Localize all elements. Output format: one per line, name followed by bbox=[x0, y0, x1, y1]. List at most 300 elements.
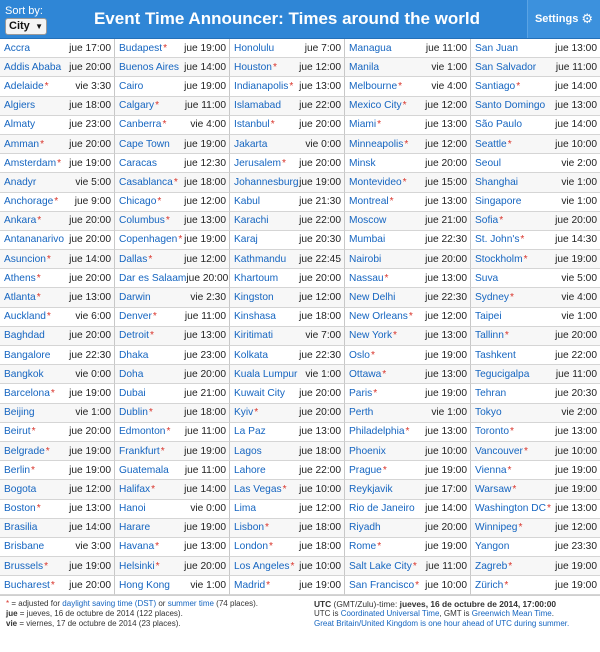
dst-star-marker: * bbox=[412, 560, 417, 572]
city-link[interactable] bbox=[349, 503, 415, 514]
dst-prefix: = adjusted for bbox=[11, 599, 61, 609]
local-time: jue 13:00 bbox=[555, 42, 597, 54]
dst-star-marker: * bbox=[36, 503, 41, 515]
dst-star-marker: * bbox=[148, 407, 153, 419]
table-cell bbox=[471, 384, 600, 403]
city-link[interactable] bbox=[234, 139, 267, 150]
city-link[interactable] bbox=[119, 177, 178, 188]
city-link[interactable] bbox=[4, 350, 50, 361]
city-link[interactable] bbox=[119, 215, 170, 226]
city-name: Reykjavik bbox=[349, 483, 393, 495]
city-link[interactable] bbox=[4, 158, 61, 169]
table-cell bbox=[345, 423, 471, 442]
city-link[interactable] bbox=[475, 62, 536, 73]
table-cell bbox=[471, 461, 600, 480]
city-link[interactable] bbox=[349, 350, 375, 361]
city-link[interactable] bbox=[234, 446, 262, 457]
local-time: jue 20:00 bbox=[186, 272, 229, 284]
city-link[interactable] bbox=[234, 254, 286, 265]
dst-star-marker: * bbox=[155, 100, 160, 112]
table-cell bbox=[471, 557, 600, 576]
city-link[interactable] bbox=[349, 311, 413, 322]
city-name: Salt Lake City bbox=[349, 560, 412, 572]
city-link[interactable] bbox=[475, 311, 502, 322]
local-time: jue 14:00 bbox=[425, 503, 467, 515]
city-name: Los Angeles bbox=[234, 560, 290, 572]
city-link[interactable] bbox=[119, 254, 152, 265]
city-link[interactable] bbox=[349, 369, 386, 380]
local-time: vie 4:00 bbox=[561, 292, 597, 304]
city-link[interactable] bbox=[4, 561, 48, 572]
city-name: Frankfurt bbox=[119, 445, 160, 457]
local-time: jue 18:00 bbox=[69, 100, 111, 112]
gmt-is: , GMT is bbox=[439, 609, 470, 619]
local-time: jue 10:00 bbox=[299, 560, 341, 572]
city-link[interactable] bbox=[4, 388, 55, 399]
local-time: jue 13:00 bbox=[69, 292, 111, 304]
city-link[interactable] bbox=[234, 350, 268, 361]
city-name: Darwin bbox=[119, 292, 151, 304]
dst-star-marker: * bbox=[160, 445, 165, 457]
local-time: jue 18:00 bbox=[184, 407, 226, 419]
dst-star-marker: * bbox=[518, 522, 523, 534]
city-link[interactable] bbox=[349, 62, 379, 73]
city-link[interactable] bbox=[349, 330, 397, 341]
dst-star-marker: * bbox=[272, 61, 277, 73]
city-name: Dallas bbox=[119, 253, 148, 265]
city-name: Montreal bbox=[349, 196, 389, 208]
local-time: jue 18:00 bbox=[299, 541, 341, 553]
city-name: Brisbane bbox=[4, 541, 45, 553]
table-cell bbox=[0, 365, 115, 384]
city-name: New Delhi bbox=[349, 292, 396, 304]
city-link[interactable] bbox=[4, 215, 41, 226]
city-link[interactable] bbox=[119, 311, 157, 322]
city-name: Washington DC bbox=[475, 503, 546, 515]
city-link[interactable] bbox=[475, 330, 509, 341]
local-time: jue 19:00 bbox=[555, 253, 597, 265]
city-link[interactable] bbox=[475, 503, 551, 514]
city-name: Denver bbox=[119, 311, 152, 323]
city-link[interactable] bbox=[475, 369, 529, 380]
city-link[interactable] bbox=[119, 541, 159, 552]
city-name: Stockholm bbox=[475, 253, 523, 265]
city-name: Mexico City bbox=[349, 100, 402, 112]
table-cell bbox=[115, 116, 230, 135]
city-link[interactable] bbox=[349, 177, 407, 188]
city-link[interactable] bbox=[4, 273, 41, 284]
city-link[interactable] bbox=[475, 139, 512, 150]
summer-time-link[interactable]: summer time bbox=[167, 599, 214, 609]
local-time: jue 14:30 bbox=[555, 234, 597, 246]
dst-star-marker: * bbox=[508, 560, 513, 572]
city-link[interactable] bbox=[119, 139, 170, 150]
city-link[interactable] bbox=[234, 158, 286, 169]
city-link[interactable] bbox=[119, 100, 159, 111]
city-link[interactable] bbox=[119, 407, 153, 418]
city-link[interactable] bbox=[4, 465, 35, 476]
city-link[interactable] bbox=[349, 119, 381, 130]
table-cell bbox=[230, 250, 345, 269]
table-cell bbox=[345, 212, 471, 231]
local-time: jue 17:00 bbox=[69, 42, 111, 54]
dst-star-marker: * bbox=[155, 541, 160, 553]
city-link[interactable] bbox=[234, 196, 260, 207]
city-link[interactable] bbox=[119, 81, 143, 92]
city-link[interactable] bbox=[234, 273, 278, 284]
city-link[interactable] bbox=[234, 580, 270, 591]
city-link[interactable] bbox=[349, 139, 408, 150]
local-time: jue 13:00 bbox=[425, 119, 467, 131]
city-name: Dublin bbox=[119, 407, 148, 419]
city-link[interactable] bbox=[475, 292, 514, 303]
city-name: Sofia bbox=[475, 215, 499, 227]
city-link[interactable] bbox=[475, 177, 518, 188]
city-link[interactable] bbox=[234, 177, 299, 188]
local-time: jue 13:00 bbox=[555, 100, 597, 112]
local-time: jue 20:00 bbox=[69, 330, 111, 342]
city-link[interactable] bbox=[4, 407, 35, 418]
settings-button[interactable] bbox=[527, 0, 600, 38]
table-cell bbox=[471, 480, 600, 499]
city-name: Boston bbox=[4, 503, 36, 515]
city-link[interactable] bbox=[119, 369, 143, 380]
table-cell bbox=[471, 404, 600, 423]
city-link[interactable] bbox=[475, 350, 516, 361]
city-link[interactable] bbox=[349, 254, 381, 265]
city-link[interactable] bbox=[234, 81, 293, 92]
city-link[interactable] bbox=[475, 254, 528, 265]
table-cell bbox=[471, 365, 600, 384]
dst-link[interactable]: daylight saving time (DST) bbox=[62, 599, 157, 609]
city-link[interactable] bbox=[475, 541, 509, 552]
city-link[interactable] bbox=[4, 580, 55, 591]
city-link[interactable] bbox=[475, 522, 522, 533]
city-link[interactable] bbox=[475, 119, 522, 130]
table-cell bbox=[345, 116, 471, 135]
city-link[interactable] bbox=[234, 311, 276, 322]
city-link[interactable] bbox=[475, 196, 521, 207]
city-link[interactable] bbox=[349, 541, 381, 552]
city-link[interactable] bbox=[349, 522, 381, 533]
city-link[interactable] bbox=[475, 407, 502, 418]
city-link[interactable] bbox=[234, 43, 274, 54]
dst-star-marker: * bbox=[166, 426, 171, 438]
city-link[interactable] bbox=[119, 273, 186, 284]
local-time: jue 13:00 bbox=[425, 196, 467, 208]
dst-star-marker: * bbox=[289, 80, 294, 92]
dst-star-marker: * bbox=[46, 253, 51, 265]
city-link[interactable] bbox=[119, 234, 182, 245]
table-cell bbox=[0, 442, 115, 461]
local-time: jue 19:00 bbox=[69, 387, 111, 399]
local-time: jue 19:00 bbox=[184, 42, 226, 54]
city-link[interactable] bbox=[349, 388, 377, 399]
city-link[interactable] bbox=[119, 580, 170, 591]
city-link[interactable] bbox=[234, 484, 287, 495]
table-cell bbox=[345, 308, 471, 327]
table-cell bbox=[115, 250, 230, 269]
table-cell bbox=[345, 288, 471, 307]
dst-or: or bbox=[158, 599, 166, 609]
table-cell bbox=[230, 308, 345, 327]
city-link[interactable] bbox=[4, 119, 35, 130]
city-link[interactable] bbox=[4, 541, 44, 552]
city-link[interactable] bbox=[349, 465, 387, 476]
sort-select[interactable] bbox=[5, 18, 47, 35]
city-link[interactable] bbox=[234, 561, 294, 572]
dst-star-marker: * bbox=[384, 272, 389, 284]
city-name: Beijing bbox=[4, 407, 35, 419]
table-cell bbox=[230, 97, 345, 116]
city-link[interactable] bbox=[475, 81, 520, 92]
city-link[interactable] bbox=[4, 100, 35, 111]
table-cell bbox=[471, 116, 600, 135]
city-name: Ankara bbox=[4, 215, 37, 227]
city-link[interactable] bbox=[234, 522, 269, 533]
local-time: jue 13:00 bbox=[555, 503, 597, 515]
city-name: Karachi bbox=[234, 215, 269, 227]
dst-star-marker: * bbox=[50, 387, 55, 399]
local-time: jue 13:00 bbox=[184, 541, 226, 553]
city-name: Philadelphia bbox=[349, 426, 405, 438]
city-link[interactable] bbox=[475, 561, 512, 572]
city-link[interactable] bbox=[349, 446, 386, 457]
city-link[interactable] bbox=[119, 561, 160, 572]
dst-star-marker: * bbox=[148, 253, 153, 265]
table-cell bbox=[115, 327, 230, 346]
city-link[interactable] bbox=[4, 254, 51, 265]
city-name: Calgary bbox=[119, 100, 155, 112]
city-link[interactable] bbox=[475, 43, 518, 54]
dst-star-marker: * bbox=[504, 330, 509, 342]
local-time: jue 12:00 bbox=[299, 503, 341, 515]
city-link[interactable] bbox=[119, 292, 151, 303]
local-time: jue 14:00 bbox=[555, 80, 597, 92]
city-link[interactable] bbox=[4, 43, 30, 54]
city-name: Helsinki bbox=[119, 560, 155, 572]
city-link[interactable] bbox=[349, 196, 394, 207]
dst-star-marker: * bbox=[523, 253, 528, 265]
city-link[interactable] bbox=[349, 484, 393, 495]
city-link[interactable] bbox=[119, 43, 167, 54]
city-link[interactable] bbox=[349, 580, 419, 591]
city-link[interactable] bbox=[475, 426, 514, 437]
city-link[interactable] bbox=[475, 446, 528, 457]
city-link[interactable] bbox=[234, 388, 285, 399]
city-link[interactable] bbox=[4, 503, 41, 514]
city-name: Kathmandu bbox=[234, 253, 287, 265]
city-link[interactable] bbox=[349, 273, 389, 284]
table-cell bbox=[0, 308, 115, 327]
dst-star-marker: * bbox=[509, 292, 514, 304]
city-link[interactable] bbox=[4, 292, 41, 303]
city-link[interactable] bbox=[349, 292, 395, 303]
city-link[interactable] bbox=[475, 273, 498, 284]
local-time: jue 22:00 bbox=[299, 100, 341, 112]
city-link[interactable] bbox=[349, 158, 376, 169]
local-time: jue 11:00 bbox=[184, 426, 226, 438]
city-link[interactable] bbox=[234, 215, 269, 226]
city-link[interactable] bbox=[349, 234, 385, 245]
city-link[interactable] bbox=[119, 484, 155, 495]
city-link[interactable] bbox=[119, 350, 148, 361]
table-cell bbox=[230, 135, 345, 154]
city-link[interactable] bbox=[234, 465, 266, 476]
city-name: Baghdad bbox=[4, 330, 45, 342]
city-link[interactable] bbox=[234, 503, 256, 514]
city-name: London bbox=[234, 541, 268, 553]
city-name: Rome bbox=[349, 541, 377, 553]
city-link[interactable] bbox=[4, 311, 51, 322]
city-name: Montevideo bbox=[349, 176, 402, 188]
city-link[interactable] bbox=[4, 196, 58, 207]
table-cell bbox=[345, 557, 471, 576]
table-cell bbox=[0, 384, 115, 403]
city-link[interactable] bbox=[234, 62, 277, 73]
city-link[interactable] bbox=[119, 158, 157, 169]
table-cell bbox=[115, 519, 230, 538]
city-link[interactable] bbox=[234, 234, 258, 245]
city-link[interactable] bbox=[119, 446, 165, 457]
city-link[interactable] bbox=[475, 580, 508, 591]
city-name: Santiago bbox=[475, 80, 516, 92]
city-name: Beirut bbox=[4, 426, 31, 438]
city-link[interactable] bbox=[4, 446, 50, 457]
city-link[interactable] bbox=[475, 484, 516, 495]
local-time: jue 20:00 bbox=[184, 560, 226, 572]
city-link[interactable] bbox=[234, 100, 281, 111]
city-link[interactable] bbox=[475, 158, 501, 169]
city-link[interactable] bbox=[4, 62, 61, 73]
city-name: San Francisco bbox=[349, 579, 415, 591]
city-link[interactable] bbox=[119, 503, 146, 514]
table-cell bbox=[345, 404, 471, 423]
table-cell bbox=[345, 154, 471, 173]
local-time: jue 20:00 bbox=[69, 426, 111, 438]
table-cell bbox=[230, 288, 345, 307]
dst-star-marker: * bbox=[31, 426, 36, 438]
table-cell bbox=[230, 576, 345, 595]
gb-summer-link[interactable]: Great Britain/United Kingdom is one hour ahead of UTC during summer. bbox=[314, 619, 570, 629]
city-link[interactable] bbox=[4, 234, 64, 245]
local-time: jue 20:00 bbox=[69, 272, 111, 284]
city-link[interactable] bbox=[4, 426, 36, 437]
city-link[interactable] bbox=[4, 369, 44, 380]
city-link[interactable] bbox=[475, 215, 503, 226]
local-time: jue 23:00 bbox=[184, 349, 226, 361]
table-cell bbox=[345, 39, 471, 58]
table-cell bbox=[345, 193, 471, 212]
city-name: Chicago bbox=[119, 196, 157, 208]
city-link[interactable] bbox=[4, 484, 36, 495]
city-link[interactable] bbox=[4, 522, 37, 533]
gmt-link[interactable]: Greenwich Mean Time bbox=[471, 609, 552, 619]
city-link[interactable] bbox=[349, 100, 407, 111]
city-link[interactable] bbox=[349, 43, 391, 54]
table-cell bbox=[0, 500, 115, 519]
local-time: jue 22:00 bbox=[299, 215, 341, 227]
city-link[interactable] bbox=[119, 62, 179, 73]
city-link[interactable] bbox=[234, 292, 274, 303]
city-link[interactable] bbox=[234, 119, 275, 130]
local-time: vie 1:00 bbox=[75, 407, 111, 419]
gmt-end: . bbox=[551, 609, 554, 619]
city-name: Caracas bbox=[119, 157, 157, 169]
city-name: Indianapolis bbox=[234, 80, 289, 92]
city-link[interactable] bbox=[4, 330, 45, 341]
city-name: Istanbul bbox=[234, 119, 270, 131]
city-link[interactable] bbox=[119, 119, 166, 130]
local-time: vie 3:00 bbox=[75, 541, 111, 553]
table-cell bbox=[0, 346, 115, 365]
dst-star-marker: * bbox=[152, 311, 157, 323]
city-name: Edmonton bbox=[119, 426, 166, 438]
city-name: Minsk bbox=[349, 157, 376, 169]
city-link[interactable] bbox=[119, 330, 154, 341]
city-link[interactable] bbox=[4, 139, 44, 150]
city-link[interactable] bbox=[349, 215, 386, 226]
city-link[interactable] bbox=[119, 426, 170, 437]
table-cell bbox=[0, 58, 115, 77]
city-link[interactable] bbox=[234, 330, 273, 341]
table-cell bbox=[0, 77, 115, 96]
city-link[interactable] bbox=[234, 369, 297, 380]
city-link[interactable] bbox=[4, 177, 36, 188]
table-cell bbox=[0, 461, 115, 480]
dst-star-marker: * bbox=[36, 272, 41, 284]
city-link[interactable] bbox=[234, 426, 266, 437]
city-name: Tegucigalpa bbox=[475, 368, 530, 380]
city-link[interactable] bbox=[119, 465, 169, 476]
city-link[interactable] bbox=[349, 426, 409, 437]
local-time: jue 19:00 bbox=[184, 80, 226, 92]
city-link[interactable] bbox=[4, 81, 49, 92]
local-time: vie 1:00 bbox=[431, 61, 467, 73]
city-link[interactable] bbox=[349, 81, 402, 92]
table-cell bbox=[471, 423, 600, 442]
local-time: jue 18:00 bbox=[299, 311, 341, 323]
table-cell bbox=[471, 250, 600, 269]
table-cell bbox=[345, 500, 471, 519]
local-time: jue 19:00 bbox=[69, 445, 111, 457]
city-name: Brussels bbox=[4, 560, 44, 572]
dst-suffix: (74 places). bbox=[216, 599, 258, 609]
city-name: Havana bbox=[119, 541, 155, 553]
city-link[interactable] bbox=[119, 388, 146, 399]
city-link[interactable] bbox=[234, 541, 273, 552]
local-time: jue 20:00 bbox=[555, 330, 597, 342]
table-cell bbox=[115, 423, 230, 442]
city-name: Prague bbox=[349, 464, 382, 476]
city-name: Kinshasa bbox=[234, 311, 276, 323]
city-link[interactable] bbox=[119, 196, 161, 207]
local-time: jue 14:00 bbox=[184, 483, 226, 495]
city-name: Jakarta bbox=[234, 138, 268, 150]
table-cell bbox=[230, 116, 345, 135]
city-link[interactable] bbox=[234, 407, 258, 418]
utc-link[interactable]: Coordinated Universal Time bbox=[340, 609, 440, 619]
city-link[interactable] bbox=[475, 100, 545, 111]
city-link[interactable] bbox=[349, 561, 417, 572]
city-link[interactable] bbox=[475, 465, 512, 476]
city-link[interactable] bbox=[475, 234, 524, 245]
city-link[interactable] bbox=[119, 522, 150, 533]
city-link[interactable] bbox=[475, 388, 506, 399]
city-link[interactable] bbox=[349, 407, 373, 418]
local-time: jue 11:00 bbox=[555, 61, 597, 73]
city-name: Miami bbox=[349, 119, 377, 131]
